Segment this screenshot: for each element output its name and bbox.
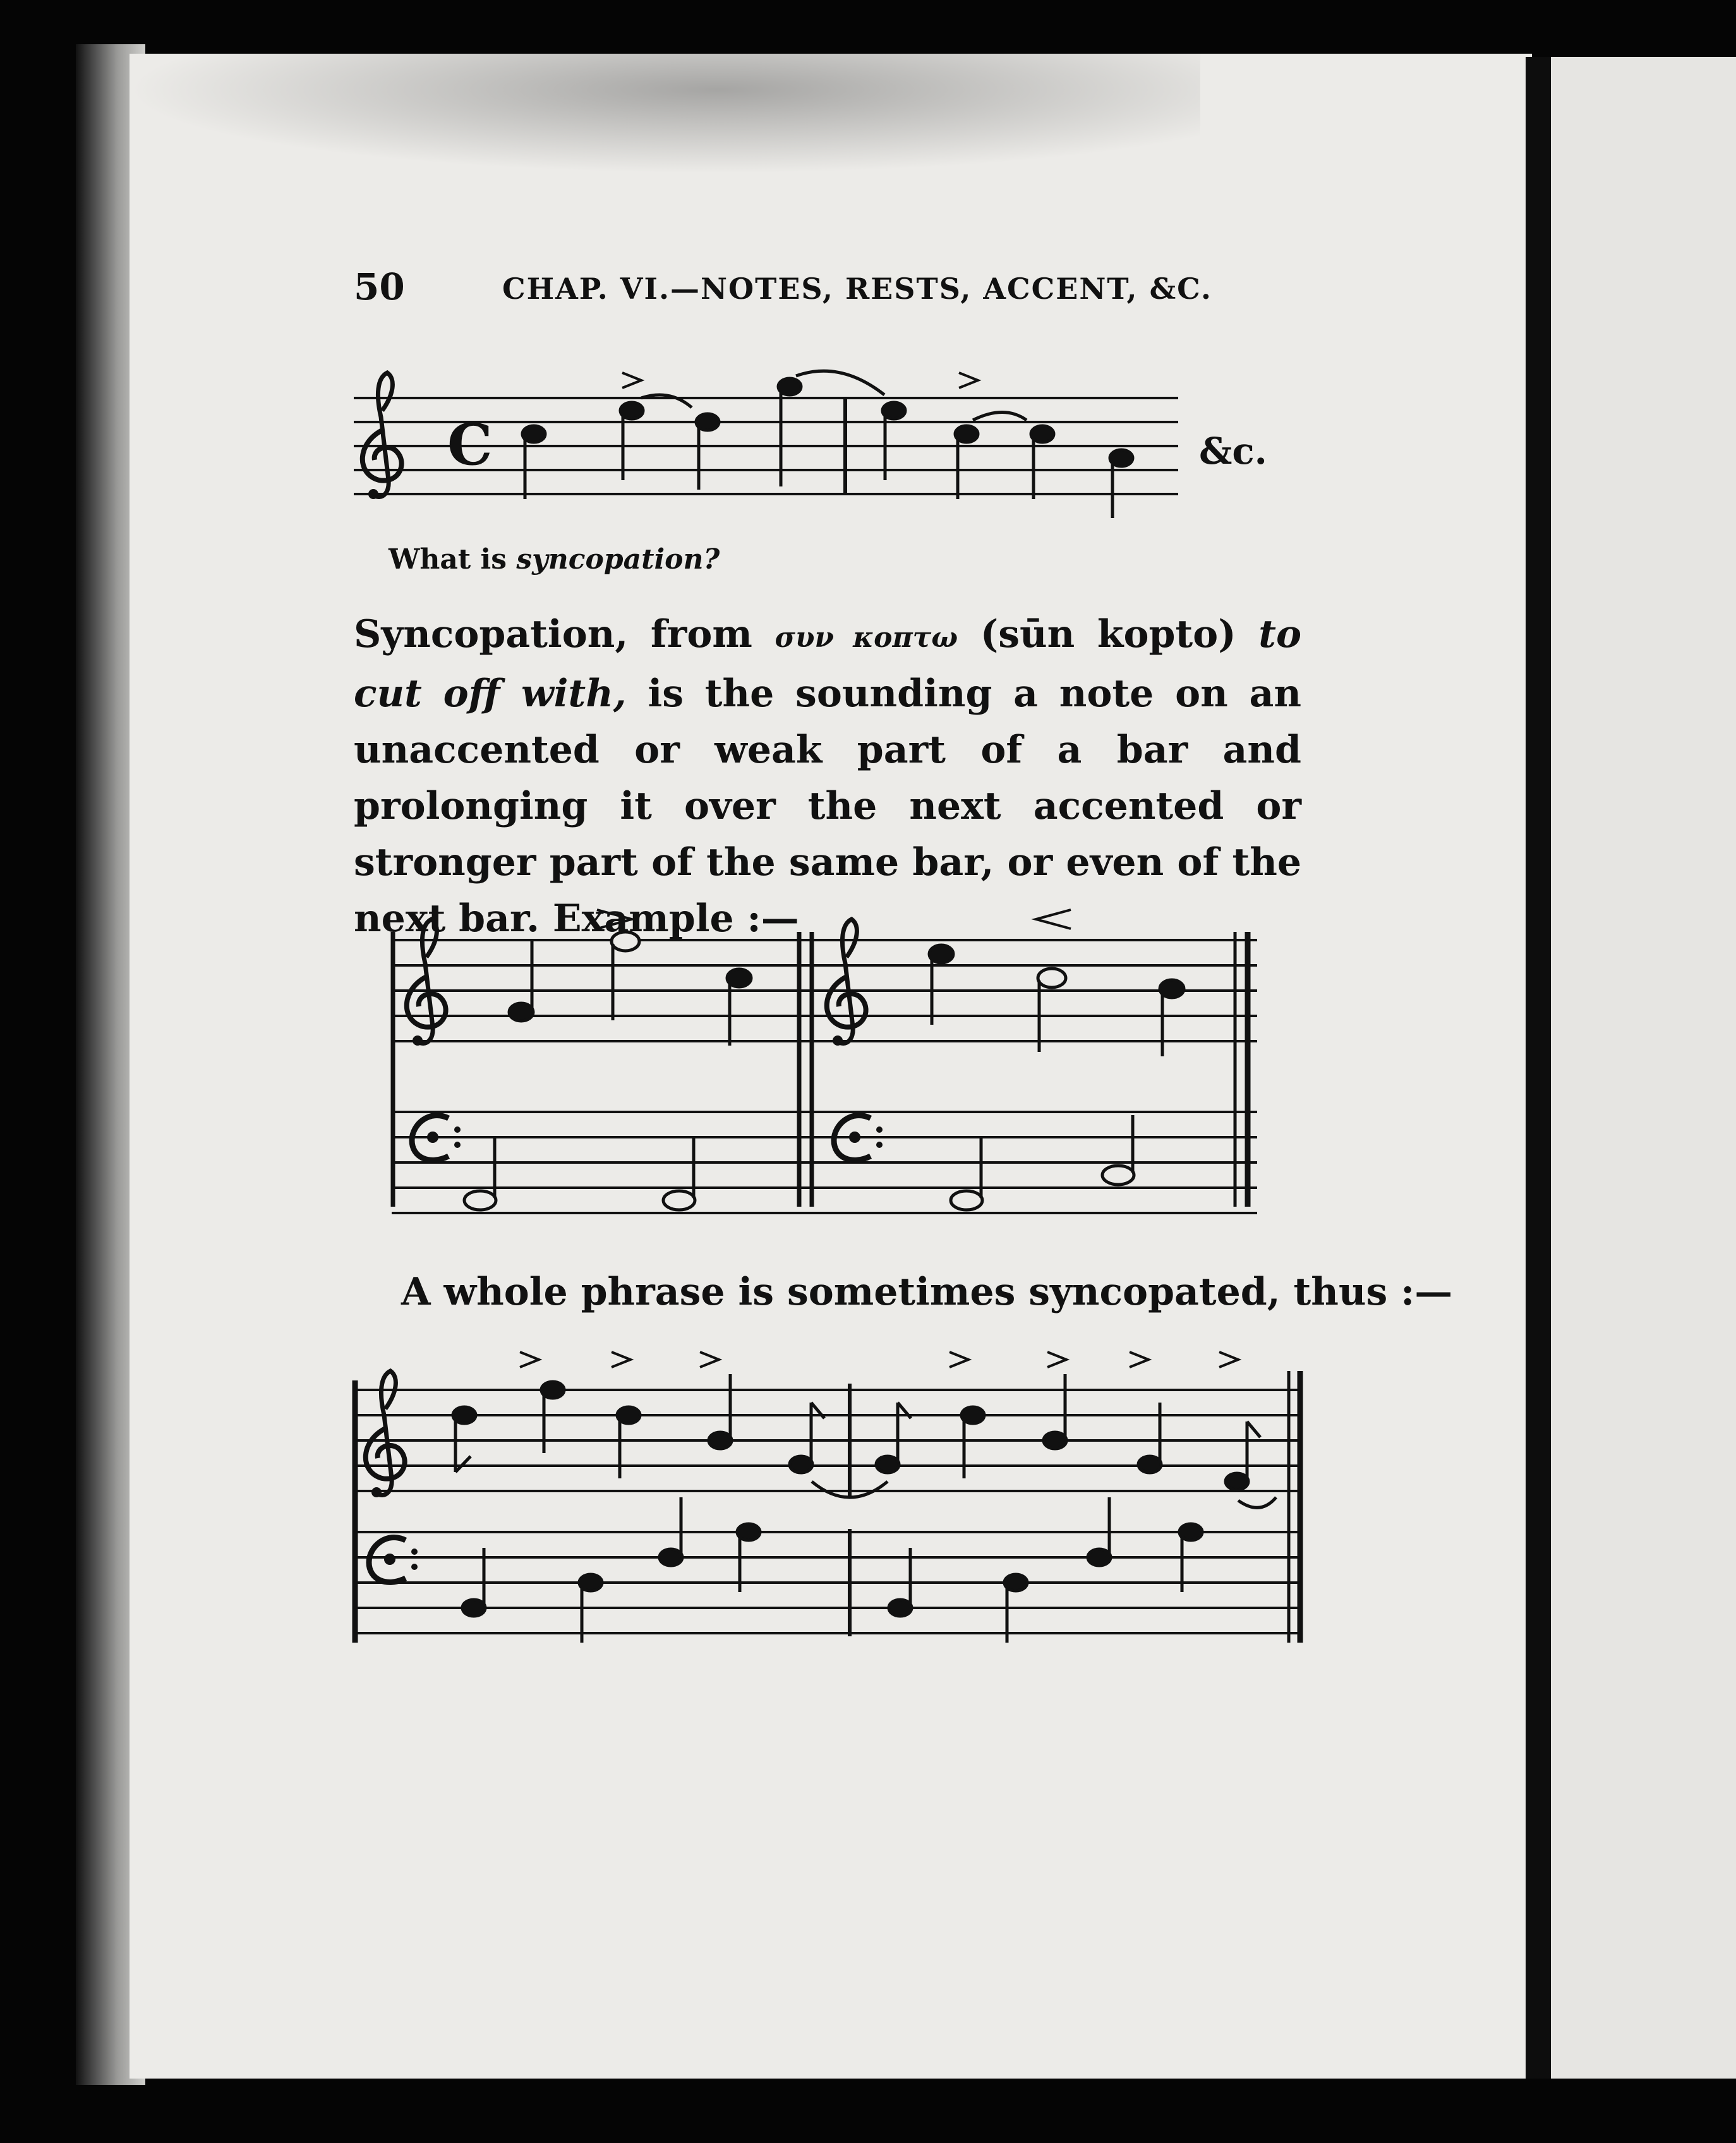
example-3-bass-staff [354, 1532, 1301, 1633]
continuation-label: &c. [1199, 430, 1267, 473]
running-title: CHAP. VI.—NOTES, RESTS, ACCENT, &C. [502, 272, 1212, 306]
syncopation-paragraph [354, 607, 1301, 947]
tie-icon [812, 1482, 1276, 1507]
question-prefix: What is [389, 543, 517, 576]
example-1-ties [641, 371, 1027, 420]
paragraph-part-2: (sūn kopto) [958, 612, 1259, 656]
example-1-notes [522, 378, 1133, 518]
paragraph-italic: to cut off with, [354, 612, 1301, 716]
example-2-treble-staff [392, 940, 1257, 1041]
accent-mark-icon [520, 1352, 1238, 1367]
question [389, 543, 720, 576]
treble-clef-icon [363, 373, 402, 499]
common-time-icon: C [447, 411, 493, 478]
question-term: syncopation? [516, 543, 720, 576]
example-2-bass-staff [392, 1112, 1257, 1213]
paragraph-part-3: is the sounding a note on an unaccented or weak part of a bar and prolonging it over the next accented or stronger part of the same bar, or even of the next bar. Example :— [354, 672, 1301, 941]
phrase-intro: A whole phrase is sometimes syncopated, thus :— [401, 1270, 1453, 1314]
page-number: 50 [354, 265, 405, 308]
example-2-notes [464, 932, 1184, 1210]
paragraph-part-1: Syncopation, from [354, 612, 775, 656]
greek-term: συν κοπτω [775, 622, 958, 654]
